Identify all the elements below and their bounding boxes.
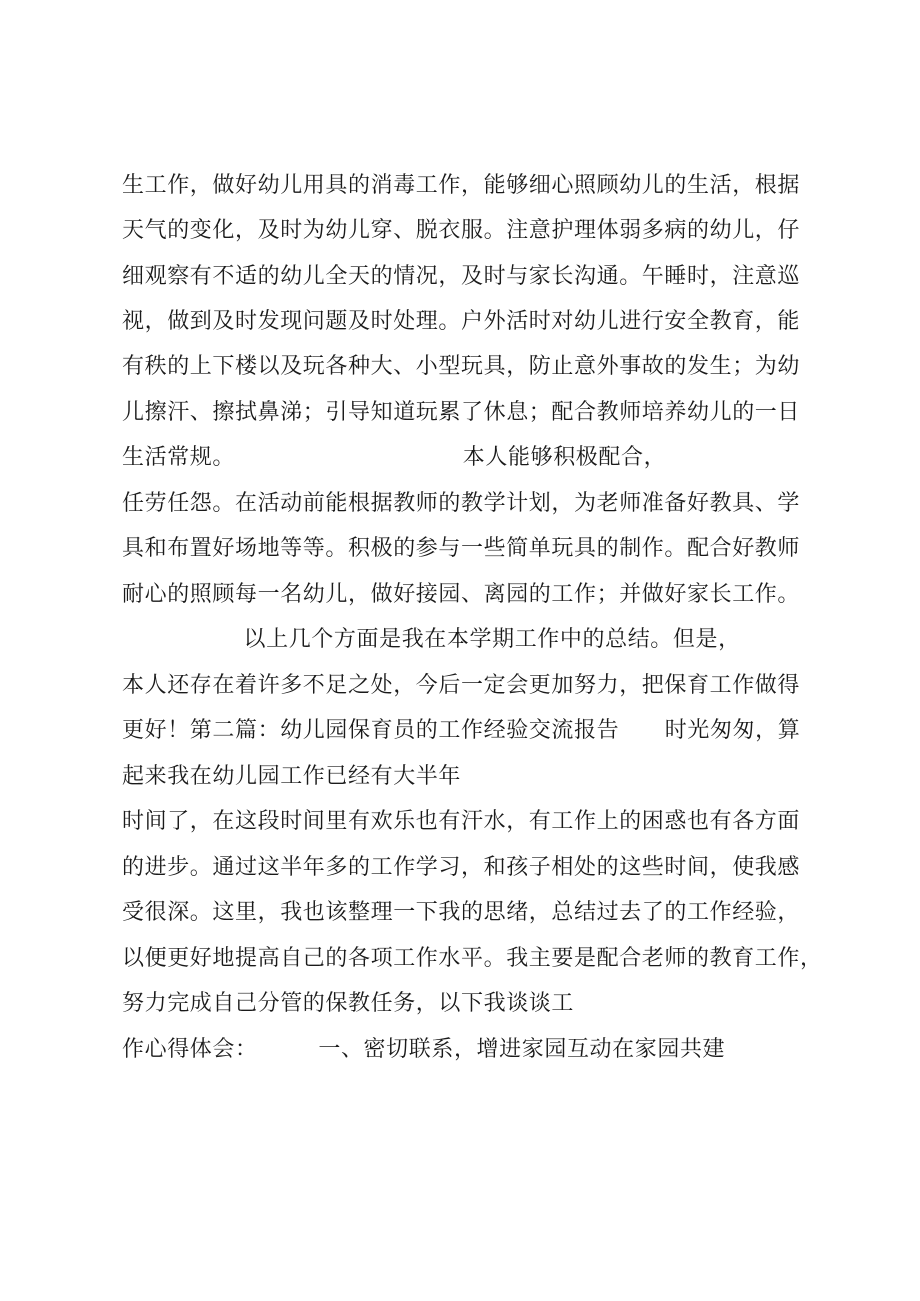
text-line-20: 作心得体会： 一、密切联系，增进家园互动在家园共建 (122, 1037, 726, 1062)
text-line-7: 生活常规。 本人能够积极配合， (122, 445, 667, 470)
text-line-15: 时间了，在这段时间里有欢乐也有汗水，有工作上的困惑也有各方面 (122, 809, 801, 834)
text-line-8: 任劳任怨。在活动前能根据教师的教学计划，为老师准备好教具、学 (122, 491, 801, 516)
text-line-18: 以便更好地提高自己的各项工作水平。我主要是配合老师的教育工作， (122, 946, 823, 971)
text-line-10: 耐心的照顾每一名幼儿，做好接园、离园的工作；并做好家长工作。 (122, 582, 801, 607)
text-line-9: 具和布置好场地等等。积极的参与一些简单玩具的制作。配合好教师 (122, 536, 801, 561)
text-line-6: 儿擦汗、擦拭鼻涕；引导知道玩累了休息；配合教师培养幼儿的一日 (122, 400, 801, 425)
text-line-16: 的进步。通过这半年多的工作学习，和孩子相处的这些时间，使我感 (122, 855, 801, 880)
text-line-4: 视，做到及时发现问题及时处理。户外活时对幼儿进行安全教育，能 (122, 309, 801, 334)
text-line-5: 有秩的上下楼以及玩各种大、小型玩具，防止意外事故的发生；为幼 (122, 354, 801, 379)
text-line-13: 更好！第二篇：幼儿园保育员的工作经验交流报告 时光匆匆，算 (122, 718, 801, 743)
text-line-1: 生工作，做好幼儿用具的消毒工作，能够细心照顾幼儿的生活，根据 (122, 173, 801, 198)
text-line-3: 细观察有不适的幼儿全天的情况，及时与家长沟通。午睡时，注意巡 (122, 264, 801, 289)
text-line-14: 起来我在幼儿园工作已经有大半年 (122, 764, 462, 789)
text-line-2: 天气的变化，及时为幼儿穿、脱衣服。注意护理体弱多病的幼儿，仔 (122, 218, 801, 243)
text-line-11: 以上几个方面是我在本学期工作中的总结。但是， (122, 627, 741, 652)
text-line-17: 受很深。这里，我也该整理一下我的思绪，总结过去了的工作经验， (122, 900, 801, 925)
text-line-12: 本人还存在着许多不足之处，今后一定会更加努力，把保育工作做得 (122, 673, 801, 698)
text-line-19: 努力完成自己分管的保教任务，以下我谈谈工 (122, 991, 575, 1016)
